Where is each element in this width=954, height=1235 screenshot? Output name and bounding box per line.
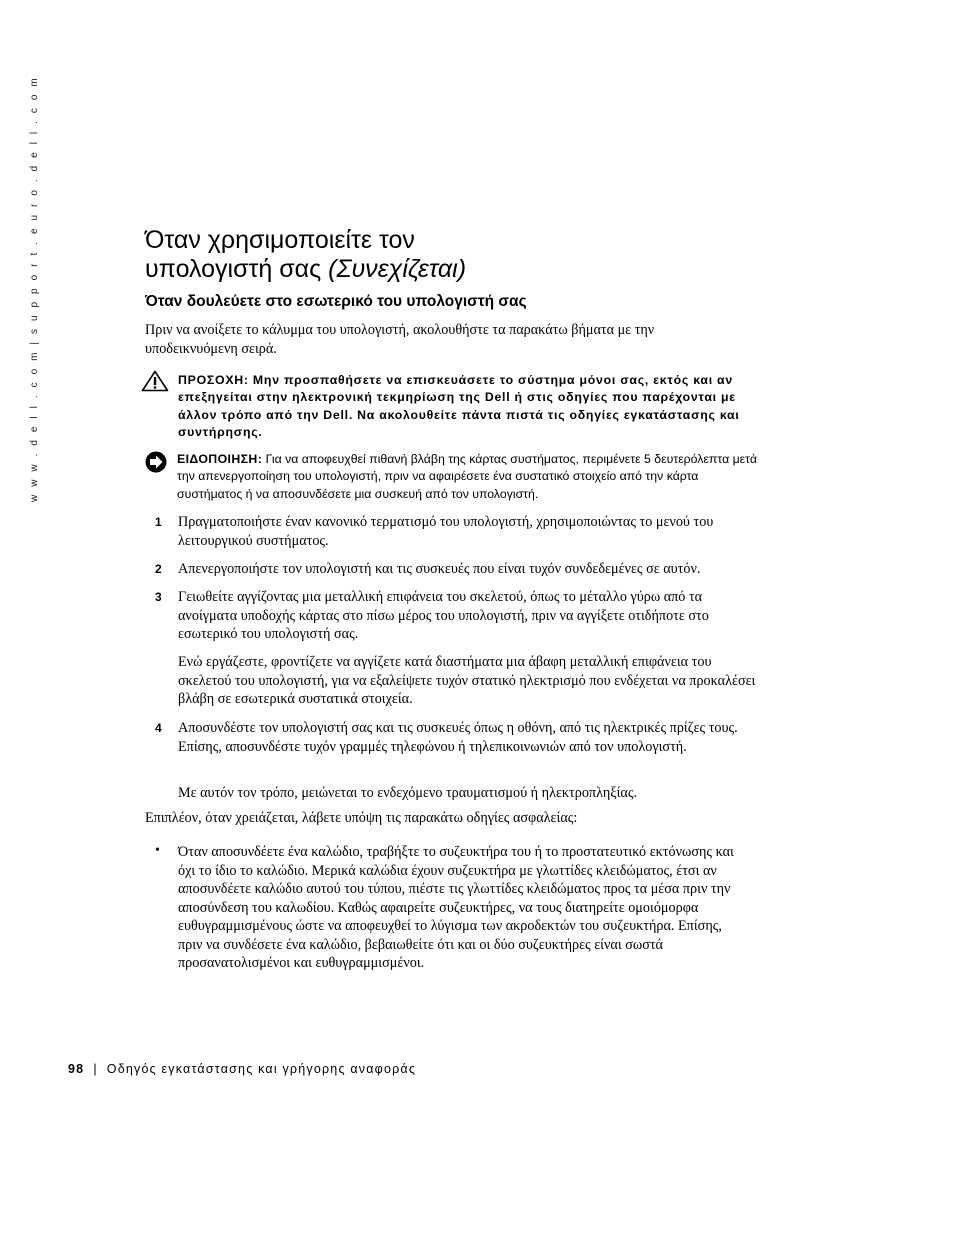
step-note: Με αυτόν τον τρόπο, μειώνεται το ενδεχόμενο τραυματισμού ή ηλεκτροπληξίας. (178, 785, 638, 801)
title-continued: (Συνεχίζεται) (328, 255, 467, 283)
title-line-1: Όταν χρησιμοποιείτε τον (145, 226, 415, 254)
page-title (145, 226, 466, 284)
footer-separator: | (93, 1062, 98, 1076)
bullet-text: Όταν αποσυνδέετε ένα καλώδιο, τραβήξτε το συζευκτήρα του ή το προστατευτικό εκτόνωσης και όχι το ίδιο το καλώδιο. Μερικά καλώδια έχουν συζευκτήρα με γλωττίδες κλειδώματος, έτσι αν αποσυνδέετε καλώδιο αυτού του τύπου, πιέστε τις γλωττίδες κλειδώματος προς τα μέσα πριν την αποσύνδεση του καλωδίου. Καθώς αφαιρείτε συζευκτήρες, να τους διατηρείτε ομοιόμορφα ευθυγραμμισμένους ώστε να αποφευχθεί το λύγισμα των ακροδεκτών του συζευκτήρα. Επίσης, πριν να συνδέσετε ένα καλώδιο, βεβαιωθείτε ότι και οι δύο συζευκτήρες είναι σωστά προσανατολισμένοι και ευθυγραμμισμένοι. (178, 844, 734, 971)
page-number: 98 (68, 1062, 85, 1076)
notice-label: ΕΙΔΟΠΟΙΗΣΗ: (177, 452, 263, 466)
page-footer (68, 1062, 416, 1076)
step-text: Γειωθείτε αγγίζοντας μια μεταλλική επιφάνεια του σκελετού, όπως το μέταλλο γύρω από τα ανοίγματα υποδοχής κάρτας στο πίσω μέρος του υπολογιστή, πριν να αγγίξετε οτιδήποτε στο εσωτερικό του υπολογιστή σας. (178, 589, 709, 642)
step-text: Πραγματοποιήστε έναν κανονικό τερματισμό του υπολογιστή, χρησιμοποιώντας το μενού του λειτουργικού συστήματος. (178, 514, 714, 549)
notice-text (177, 451, 767, 503)
step-text: Αποσυνδέστε τον υπολογιστή σας και τις συσκευές όπως η οθόνη, από τις ηλεκτρικές πρίζες τους. Επίσης, αποσυνδέστε τυχόν γραμμές τηλεφώνου ή τηλεπικοινωνιών από τον υπολογιστή. (178, 720, 738, 755)
step-number: 2 (155, 562, 162, 576)
caution-text: ΠΡΟΣΟΧΗ: Μην προσπαθήσετε να επισκευάσετε το σύστημα μόνοι σας, εκτός και αν επεξηγείται στην ηλεκτρονική τεκμηρίωση της Dell ή στις οδηγίες που παρέχονται με άλλον τρόπο από την Dell. Να ακολουθείτε πάντα πιστά τις οδηγίες εγκατάστασης και συντήρησης. (178, 373, 740, 439)
notice-arrow-icon (145, 451, 167, 478)
warning-triangle-icon (141, 370, 169, 397)
side-url: w w w . d e l l . c o m | s u p p o r t . e u r o . d e l l . c o m (29, 75, 40, 502)
step-number: 4 (155, 721, 162, 735)
step-number: 3 (155, 590, 162, 604)
step-text: Απενεργοποιήστε τον υπολογιστή και τις συσκευές που είναι τυχόν συνδεδεμένες σε αυτόν. (178, 561, 701, 577)
step-note: Ενώ εργάζεστε, φροντίζετε να αγγίζετε κατά διαστήματα μια άβαφη μεταλλική επιφάνεια του σκελετού του υπολογιστή, για να εξαλείψετε τυχόν στατικό ηλεκτρισμό που ενδέχεται να προκαλέσει βλάβη σε εσωτερικά συστατικά στοιχεία. (178, 654, 756, 707)
footer-title: Οδηγός εγκατάστασης και γρήγορης αναφοράς (106, 1062, 417, 1076)
intro-paragraph: Πριν να ανοίξετε το κάλυμμα του υπολογιστή, ακολουθήστε τα παρακάτω βήματα με την υποδεικνυόμενη σειρά. (145, 322, 655, 357)
step-number: 1 (155, 515, 162, 529)
title-line-2: υπολογιστή σας (145, 255, 322, 283)
notice-body: Για να αποφευχθεί πιθανή βλάβη της κάρτας συστήματος, περιμένετε 5 δευτερόλεπτα μετά την απενεργοποίηση του υπολογιστή, πριν να αφαιρέσετε ένα συστατικό στοιχείο από την κάρτα συστήματος ή να αποσυνδέσετε μια συσκευή από τον υπολογιστή. (177, 452, 757, 501)
additional-paragraph: Επιπλέον, όταν χρειάζεται, λάβετε υπόψη τις παρακάτω οδηγίες ασφαλείας: (145, 810, 578, 826)
section-heading: Όταν δουλεύετε στο εσωτερικό του υπολογιστή σας (145, 293, 527, 310)
bullet-dot: • (155, 843, 160, 858)
